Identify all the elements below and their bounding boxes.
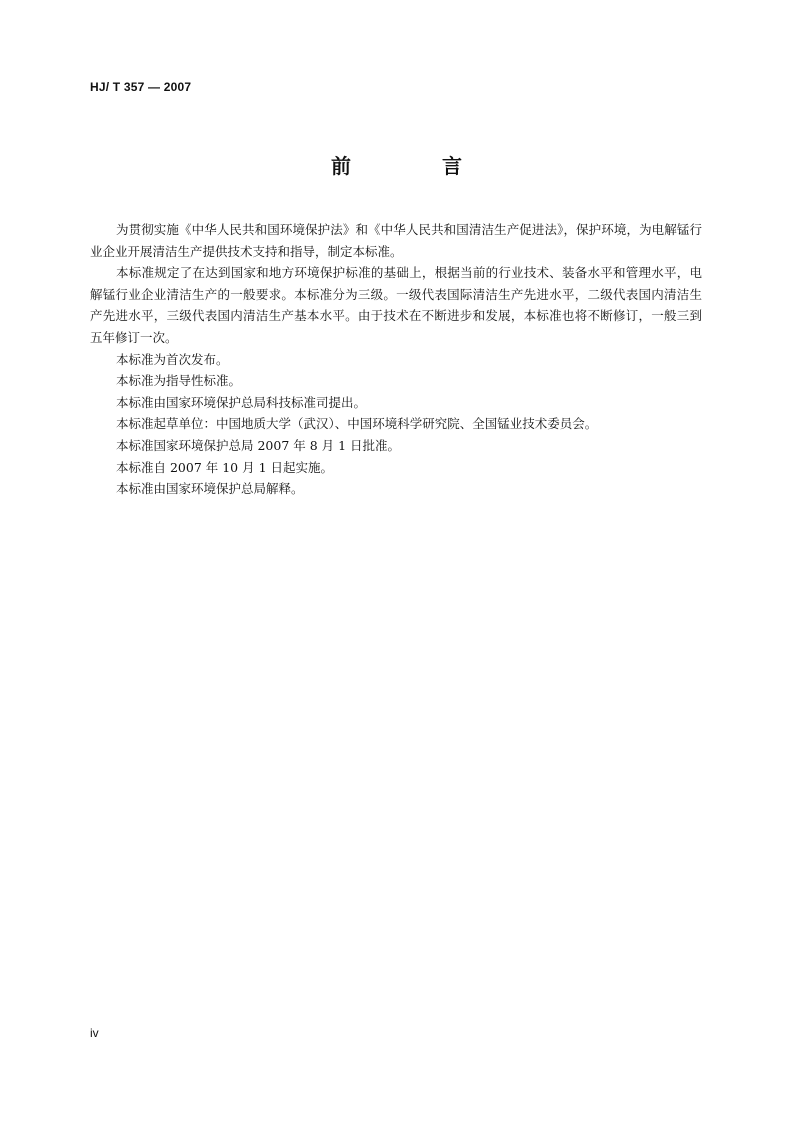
paragraph-interpretation: 本标准由国家环境保护总局解释。 — [116, 481, 304, 497]
paragraph-effective-date: 本标准自 2007 年 10 月 1 日起实施。 — [116, 459, 334, 475]
paragraph-purpose: 为贯彻实施《中华人民共和国环境保护法》和《中华人民共和国清洁生产促进法》，保护环境，为电解锰行业企业开展清洁生产提供技术支持和指导，制定本标准。 — [90, 222, 702, 259]
foreword-body — [90, 219, 702, 500]
page-number: iv — [90, 1026, 99, 1040]
page-title: 前 言 — [331, 154, 504, 178]
paragraph-proposer: 本标准由国家环境保护总局科技标准司提出。 — [116, 394, 367, 410]
standard-code: HJ/ T 357 — 2007 — [90, 80, 192, 94]
paragraph-approval: 本标准国家环境保护总局 2007 年 8 月 1 日批准。 — [116, 437, 401, 453]
paragraph-guidance: 本标准为指导性标准。 — [116, 373, 242, 389]
paragraph-first-release: 本标准为首次发布。 — [116, 351, 229, 367]
paragraph-scope: 本标准规定了在达到国家和地方环境保护标准的基础上，根据当前的行业技术、装备水平和管理水平，电解锰行业企业清洁生产的一般要求。本标准分为三级。一级代表国际清洁生产先进水平，二级代表国内清洁生产先进水平，三级代表国内清洁生产基本水平。由于技术在不断进步和发展，本标准也将不断修订，一般三到五年修订一次。 — [90, 265, 702, 345]
paragraph-drafters: 本标准起草单位：中国地质大学（武汉）、中国环境科学研究院、全国锰业技术委员会。 — [116, 416, 598, 432]
